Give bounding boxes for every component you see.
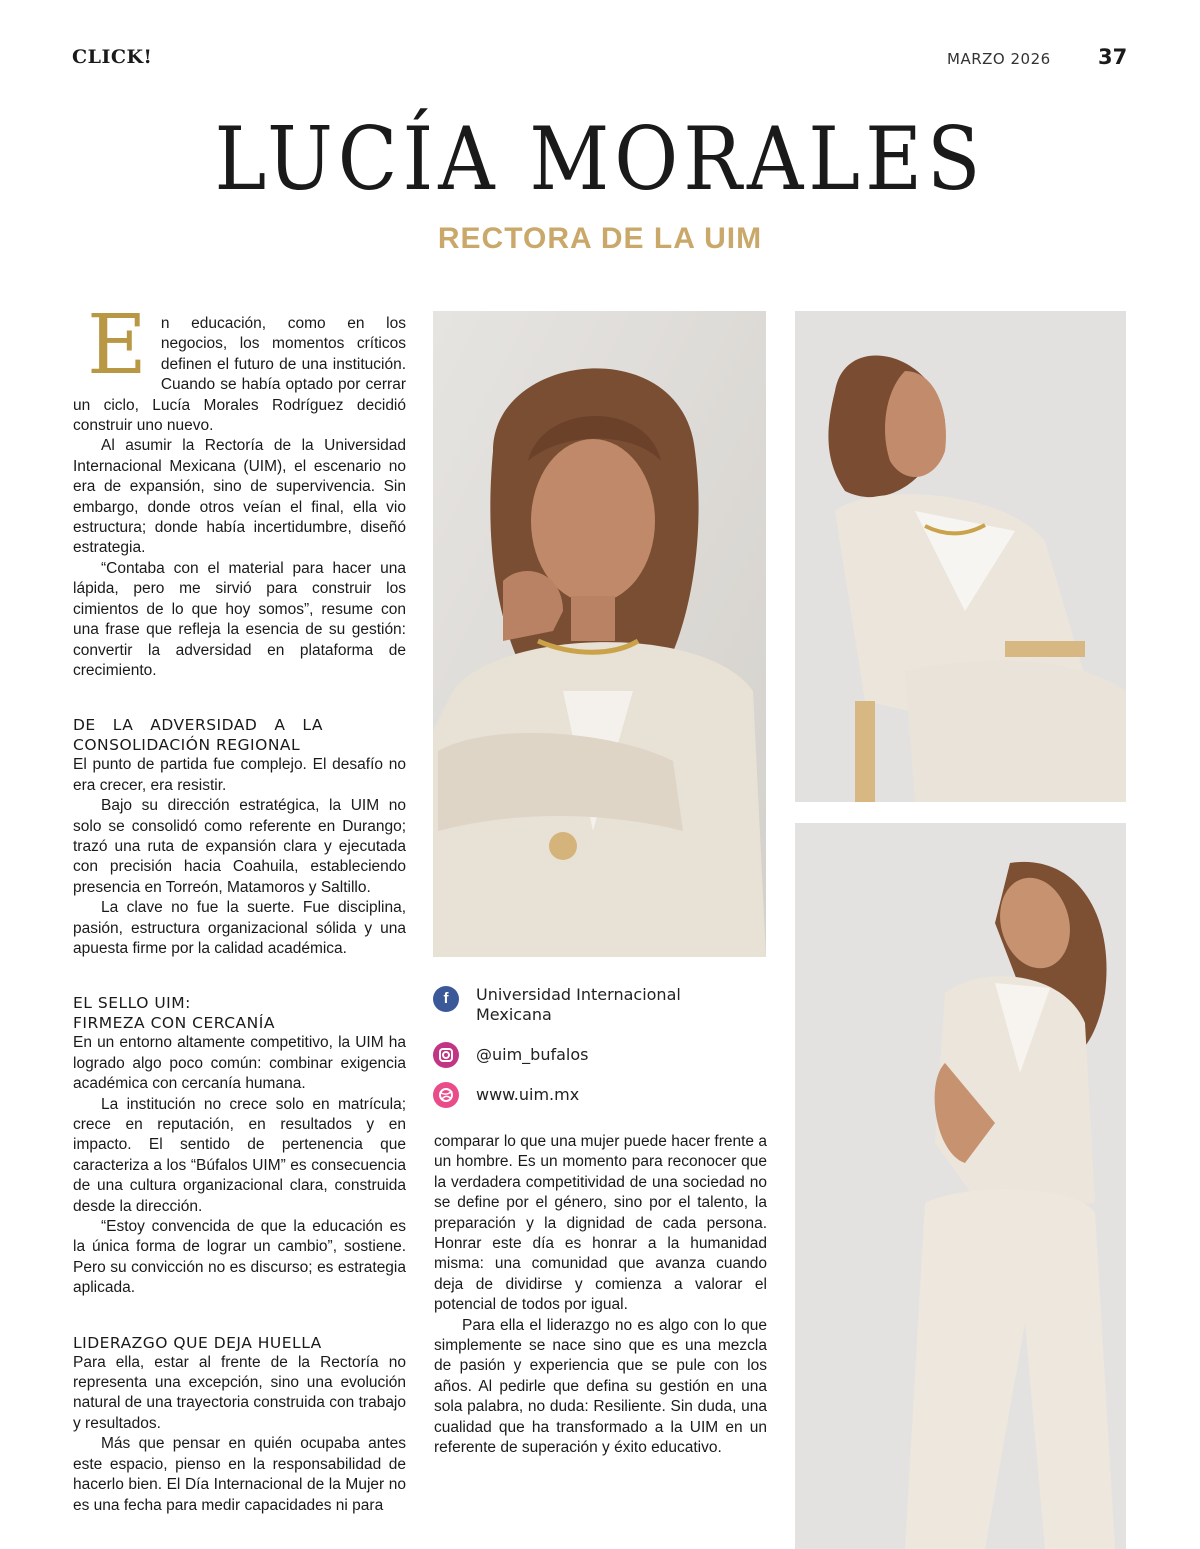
body-paragraph: La institución no crece solo en matrícula; crece en reputación, en resultados y en impacto. El sentido de pertenencia que caracteriza a los “Búfalos UIM” es consecuencia de una cultura organizacional clara, construida desde la dirección.	[73, 1095, 406, 1215]
intro-paragraph: n educación, como en los negocios, los momentos críticos definen el futuro de una institución. Cuando se había optado por cerrar un ciclo, Lucía Morales Rodríguez decidió construir uno nuevo.	[73, 315, 406, 435]
section-heading: FIRMEZA CON CERCANÍA	[73, 1014, 275, 1033]
article-right-column	[434, 1132, 767, 1459]
article-title: LUCÍA MORALES	[214, 109, 986, 211]
issue-date: MARZO 2026	[947, 50, 1051, 68]
seated-illustration	[795, 311, 1126, 802]
article-subtitle: RECTORA DE LA UIM	[437, 222, 763, 255]
portrait-photo-1	[433, 311, 766, 957]
article-left-column	[73, 298, 406, 1516]
portrait-illustration	[433, 311, 766, 957]
social-website[interactable]	[433, 1085, 733, 1105]
instagram-icon	[433, 1042, 459, 1068]
standing-illustration	[795, 823, 1126, 1549]
portrait-photo-3	[795, 823, 1126, 1549]
globe-icon	[433, 1082, 459, 1108]
body-paragraph: “Estoy convencida de que la educación es la única forma de lograr un cambio”, sostiene. Pero su convicción no es discurso; es estrategia aplicada.	[73, 1218, 406, 1297]
page-number: 37	[1098, 45, 1128, 69]
body-paragraph: Bajo su dirección estratégica, la UIM no solo se consolidó como referente en Durango; trazó una ruta de expansión clara y ejecutada con precisión hacia Coahuila, estableciendo presencia en Torreón, Matamoros y Saltillo.	[73, 797, 406, 896]
social-instagram[interactable]	[433, 1045, 733, 1065]
body-paragraph: comparar lo que una mujer puede hacer frente a un hombre. Es un momento para reconocer que la verdadera competitividad de una sociedad no se define por el género, sino por el talento, la preparación y la dignidad de cada persona. Honrar este día es honrar a la humanidad misma: una comunidad que avanza cuando deja de dividirse y comienza a valorar el potencial de todos por igual.	[434, 1133, 767, 1314]
body-paragraph: Para ella el liderazgo no es algo con lo que simplemente se nace sino que es una mezcla de pasión y experiencia que se pule con los años. Al pedirle que defina su gestión en una sola palabra, no duda: Resiliente. Sin duda, una cualidad que ha transformado a la UIM en un referente de superación y éxito educativo.	[434, 1316, 767, 1457]
body-paragraph: La clave no fue la suerte. Fue disciplina, pasión, estructura organizacional sólida y una apuesta firme por la calidad académica.	[73, 899, 406, 957]
section-heading: DE LA ADVERSIDAD A LA CONSOLIDACIÓN REGIONAL	[73, 716, 323, 755]
drop-cap: E	[87, 298, 147, 393]
facebook-icon: f	[433, 986, 459, 1012]
social-facebook[interactable]	[433, 985, 733, 1025]
body-paragraph: En un entorno altamente competitivo, la UIM ha logrado algo poco común: combinar exigencia académica con cercanía humana.	[73, 1034, 406, 1093]
portrait-photo-2	[795, 311, 1126, 802]
body-paragraph: Más que pensar en quién ocupaba antes este espacio, pienso en la responsabilidad de hacerlo bien. El Día Internacional de la Mujer no es una fecha para medir capacidades ni para	[73, 1435, 406, 1514]
section-heading: EL SELLO UIM:	[73, 994, 191, 1013]
intro-paragraph: “Contaba con el material para hacer una lápida, pero me sirvió para construir los cimientos de lo que hoy somos”, resume con una frase que refleja la esencia de su gestión: convertir la adversidad en plataforma de crecimiento.	[73, 559, 406, 679]
section-heading: LIDERAZGO QUE DEJA HUELLA	[73, 1333, 322, 1352]
intro-paragraph: Al asumir la Rectoría de la Universidad Internacional Mexicana (UIM), el escenario no era de expansión, sino de supervivencia. Sin embargo, donde otros veían el final, ella vio estructura; donde había incertidumbre, diseñó estrategia.	[73, 437, 406, 557]
facebook-label: Universidad Internacional Mexicana	[476, 985, 681, 1024]
body-paragraph: Para ella, estar al frente de la Rectoría no representa una excepción, sino una evolución natural de una trayectoria construida con trabajo y resultados.	[73, 1353, 406, 1432]
website-label: www.uim.mx	[476, 1085, 580, 1104]
magazine-name: CLICK!	[72, 46, 153, 68]
body-paragraph: El punto de partida fue complejo. El desafío no era crecer, era resistir.	[73, 756, 406, 794]
instagram-label: @uim_bufalos	[476, 1045, 589, 1064]
